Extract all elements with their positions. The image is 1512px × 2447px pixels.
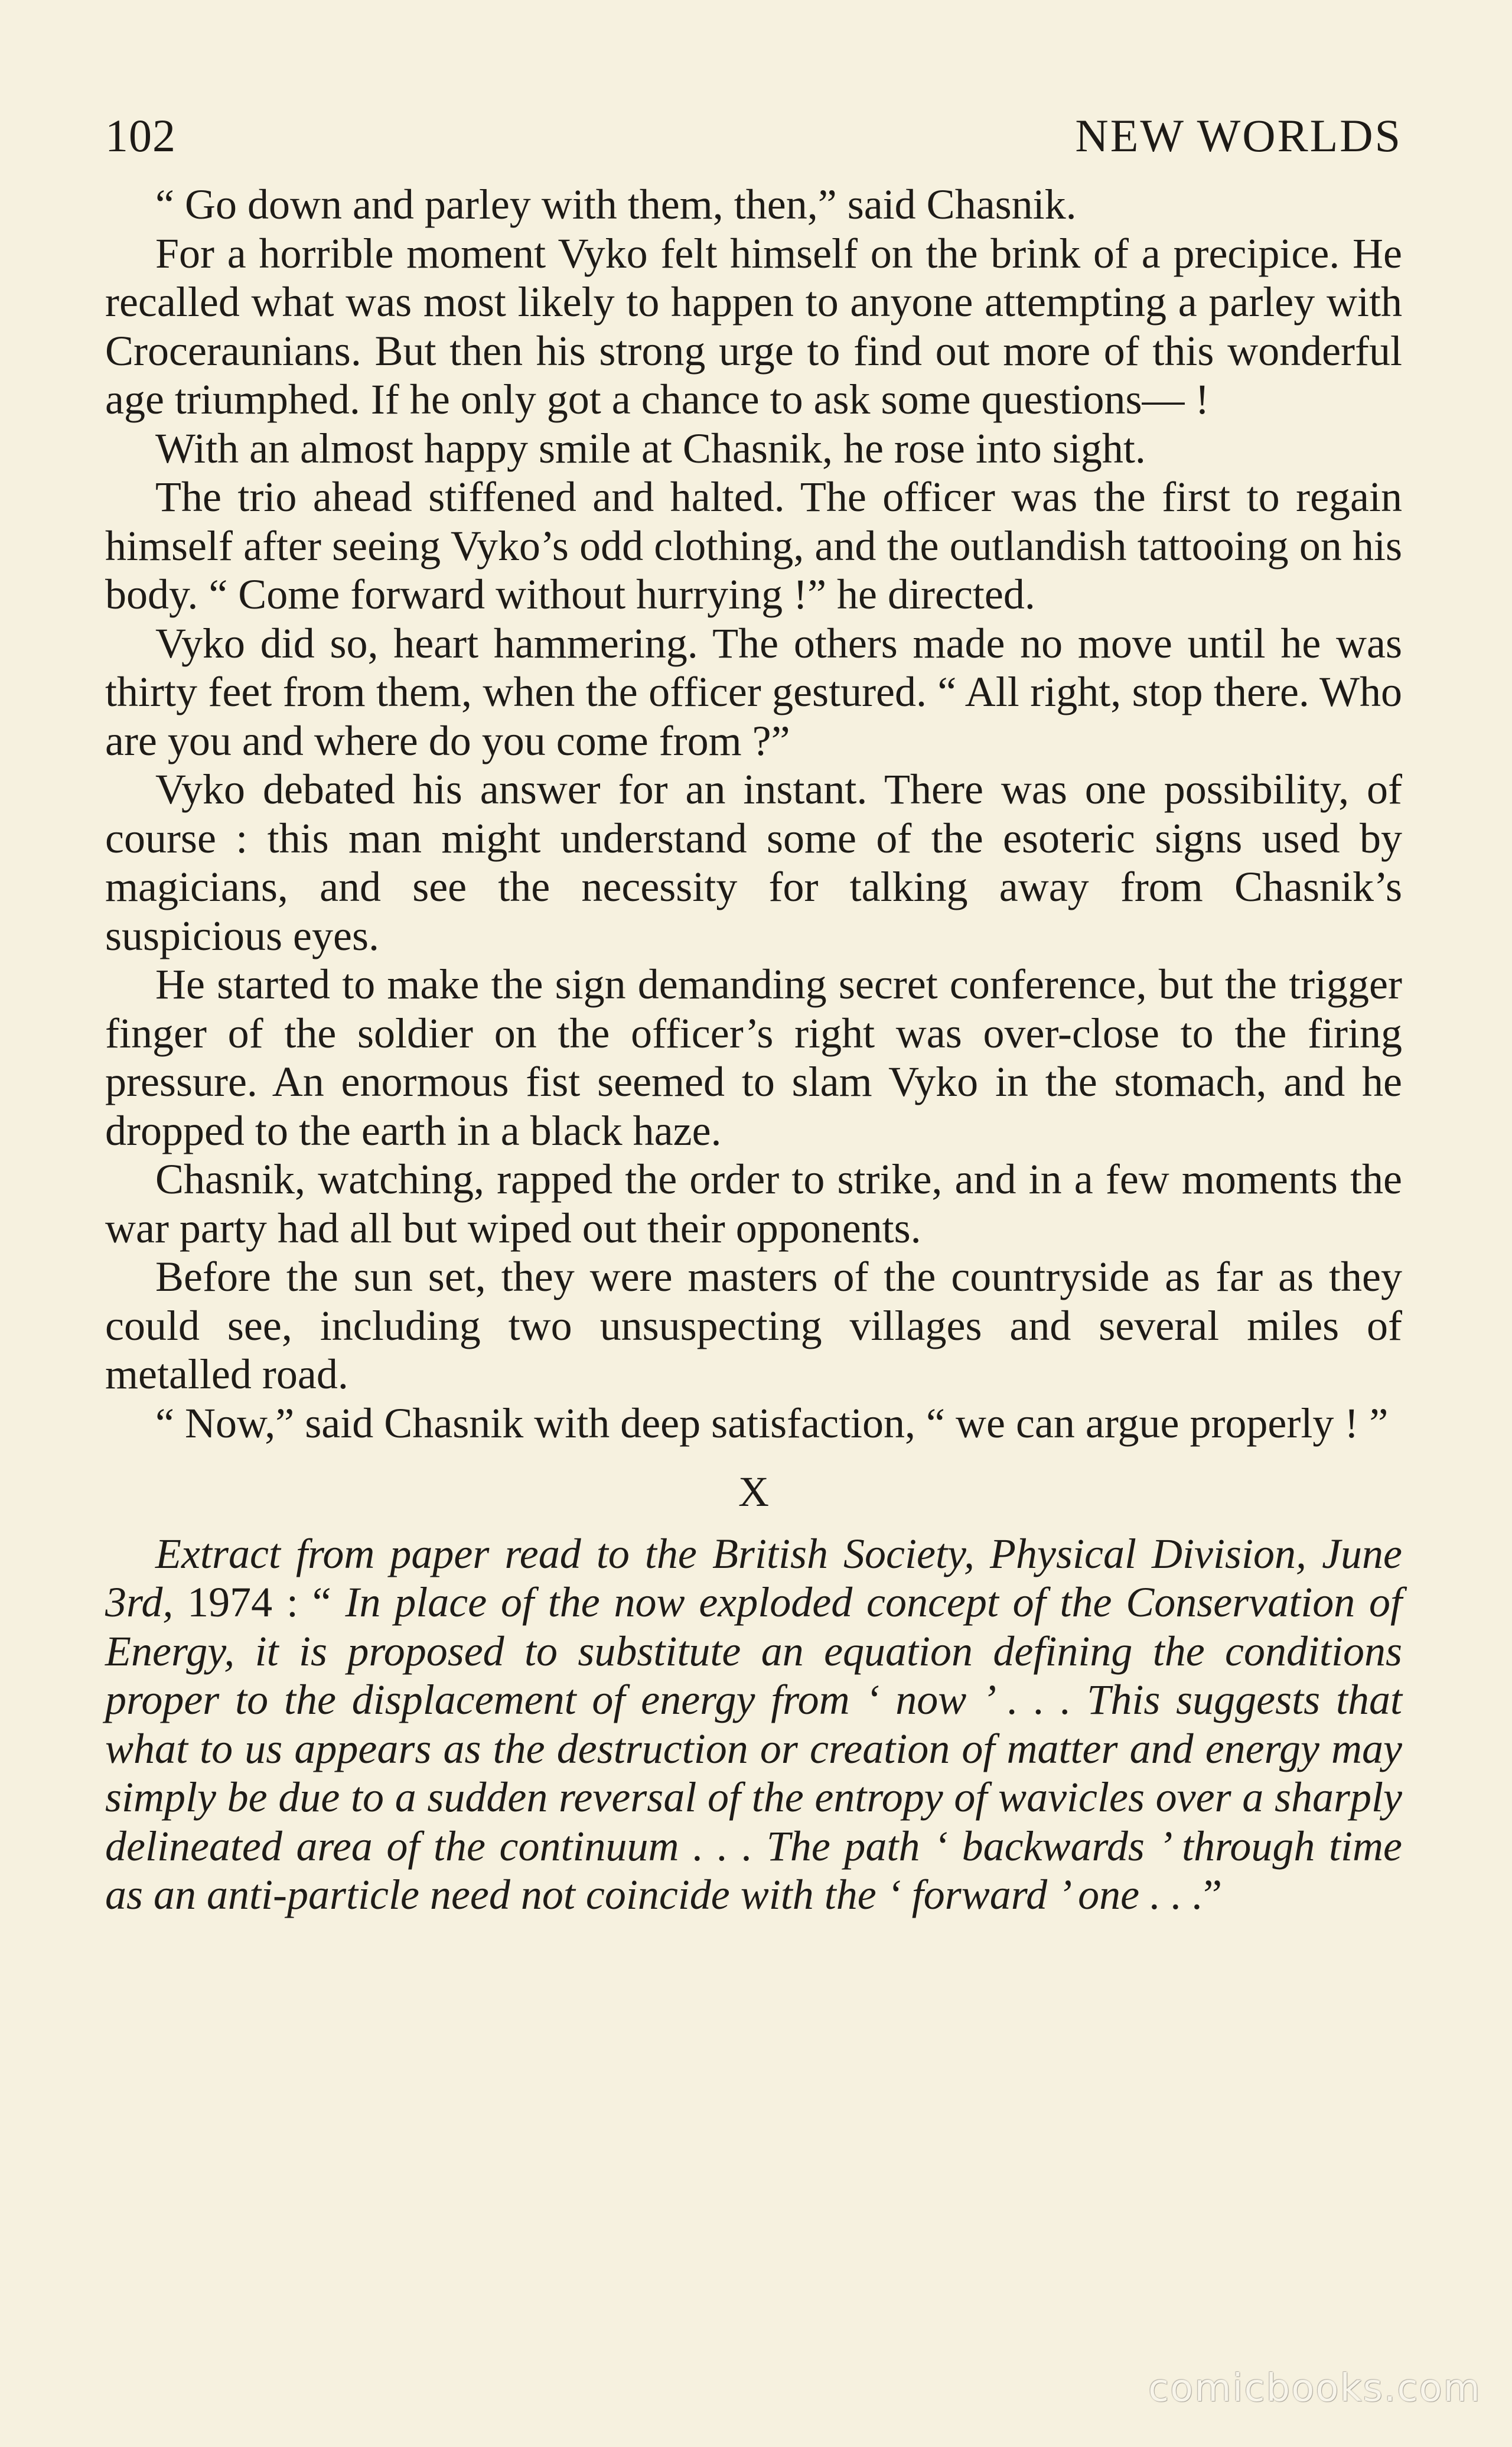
extract-year: 1974 : “ — [173, 1579, 346, 1626]
paragraph: Before the sun set, they were masters of the countryside as far as they could see, including two unsuspecting villages and several miles of metalled road. — [105, 1253, 1402, 1398]
paragraph: “ Go down and parley with them, then,” said Chasnik. — [155, 181, 1077, 228]
paragraph: “ Now,” said Chasnik with deep satisfaction, “ we can argue properly ! ” — [155, 1399, 1389, 1447]
paragraph: The trio ahead stiffened and halted. The officer was the first to regain himself after seeing Vyko’s odd clothing, and the outlandish tattooing on his body. “ Come forward without hurrying !” he directed. — [105, 473, 1402, 618]
extract-paragraph — [105, 1530, 1402, 1919]
watermark: comicbooks.com — [1148, 2367, 1481, 2410]
extract-quote: In place of the now exploded concept of the Conservation of Energy, it is proposed to substitute an equation defining the conditions proper to the displacement of energy from ‘ now ’ . . . This suggests that what to us appears as the destruction or creation of matter and energy may simply be due to a sudden reversal of the entropy of wavicles over a sharply delineated area of the continuum . . . The path ‘ backwards ’ through time as an anti-particle need not coincide with the ‘ forward ’ one . . . — [105, 1579, 1402, 1918]
paragraph: For a horrible moment Vyko felt himself on the brink of a precipice. He recalled what was most likely to happen to anyone attempting a parley with Croceraunians. But then his strong urge to find out more of this wonderful age triumphed. If he only got a chance to ask some questions— ! — [105, 229, 1402, 423]
page-header — [105, 103, 1402, 180]
paragraph: Vyko did so, heart hammering. The others made no move until he was thirty feet from them, when the officer gestured. “ All right, stop there. Who are you and where do you come from ?” — [105, 619, 1402, 764]
body-text — [105, 180, 1402, 1447]
section-heading: X — [738, 1468, 769, 1515]
paragraph: He started to make the sign demanding secret conference, but the trigger finger of the soldier on the officer’s right was over-close to the firing pressure. An enormous fist seemed to slam Vyko in the stomach, and he dropped to the earth in a black haze. — [105, 961, 1402, 1154]
page-number: 102 — [105, 110, 176, 161]
paragraph: Vyko debated his answer for an instant. There was one possibility, of course : this man might understand some of the esoteric signs used by magicians, and see the necessity for talking away from Chasnik’s suspicious eyes. — [105, 766, 1402, 959]
extract-intro: Extract from paper read to the British Society, Physical Division, June 3rd, — [105, 1530, 1402, 1626]
page — [105, 103, 1402, 1919]
paragraph: Chasnik, watching, rapped the order to strike, and in a few moments the war party had all but wiped out their opponents. — [105, 1156, 1402, 1252]
extract-close-quote: ” — [1203, 1871, 1223, 1918]
running-head: NEW WORLDS — [1075, 110, 1402, 161]
paragraph: With an almost happy smile at Chasnik, he rose into sight. — [155, 424, 1146, 472]
